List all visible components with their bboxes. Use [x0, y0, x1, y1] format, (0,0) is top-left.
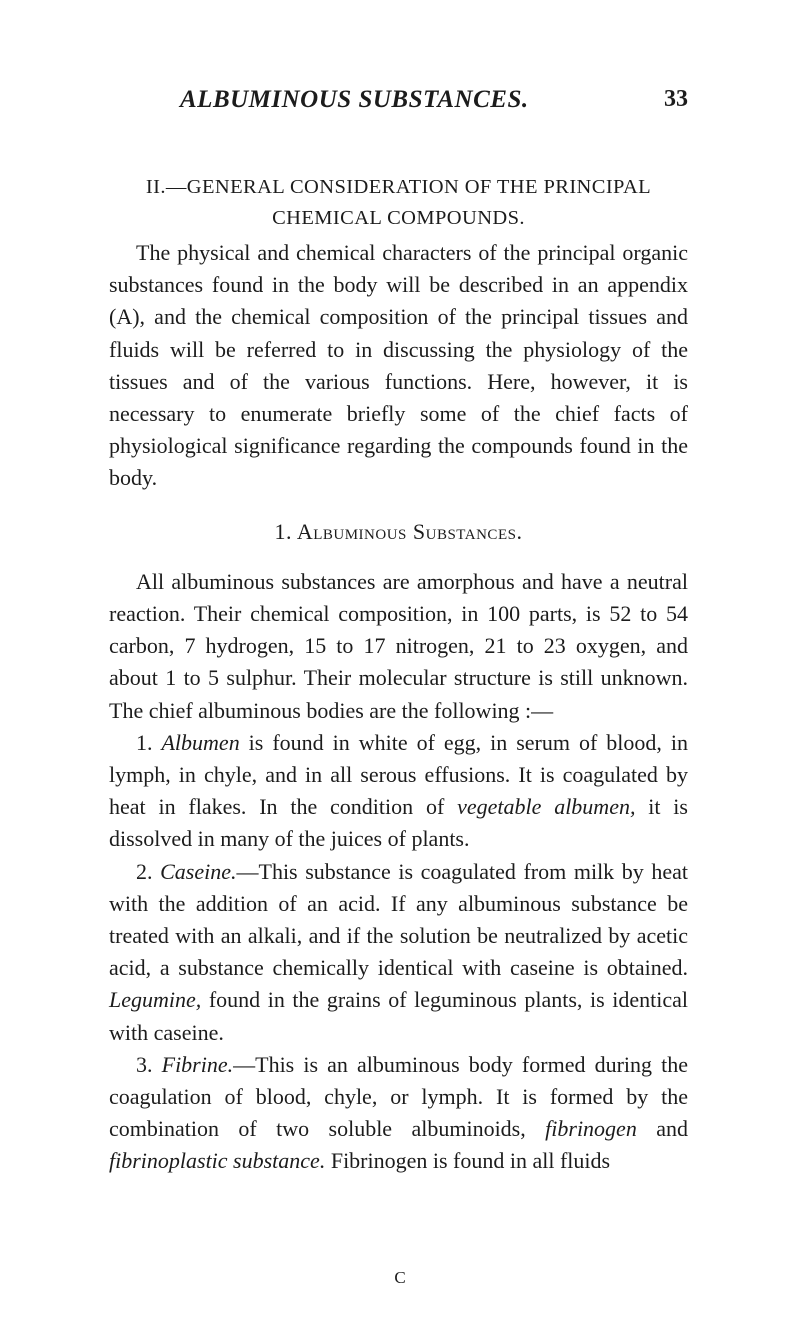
section-heading [109, 172, 688, 234]
item-text-b: found in the grains of leguminous plants, is identical with caseine. [109, 987, 688, 1045]
item-caseine [109, 856, 688, 1049]
item-term-b: vegetable albumen, [457, 794, 636, 820]
item-term-b: fibrinogen [545, 1116, 637, 1142]
page-number: 33 [664, 86, 688, 112]
item-number: 2. [136, 858, 153, 884]
item-text-b: and [636, 1116, 688, 1142]
item-term-c: fibrinoplastic substance. [109, 1148, 326, 1174]
item-text-c: Fibrinogen is found in all fluids [325, 1148, 611, 1174]
item-term: Caseine. [160, 858, 237, 884]
item-term-b: Legumine, [109, 987, 202, 1013]
item-text: —This is an albuminous body formed during the coagulation of blood, chyle, or lymph. It is formed by the combination of two soluble albuminoids, [109, 1051, 689, 1142]
item-term: Albumen [161, 729, 240, 755]
general-paragraph: All albuminous substances are amorphous and have a neutral reaction. Their chemical composition, in 100 parts, is 52 to 54 carbon, 7 hydrogen, 15 to 17 nitrogen, 21 to 23 oxygen, and about 1 to 5 sulphur. Their molecular structure is still unknown. The chief albuminous bodies are the following :— [109, 568, 688, 723]
item-text: is found in white of egg, in serum of blood, in lymph, in chyle, and in all serous effusions. It is coagulated by heat in flakes. In the condition of [109, 729, 688, 820]
section-heading-line-2: CHEMICAL COMPOUNDS. [272, 207, 525, 229]
subsection-heading: 1. Albuminous Substances. [274, 518, 523, 544]
intro-paragraph: The physical and chemical characters of the principal organic substances found in the body will be described in an appendix (A), and the chemical composition of the principal tissues and fluids will be referred to in discussing the physiology of the tissues and of the various functions. Here, however, it is necessary to enumerate briefly some of the chief facts of physiological significance regarding the compounds found in the body. [109, 240, 688, 491]
item-fibrine [109, 1049, 688, 1178]
section-heading-line-1: II.—GENERAL CONSIDERATION OF THE PRINCIPAL [145, 176, 652, 198]
running-head [180, 86, 688, 120]
item-albumen [109, 727, 688, 856]
item-term: Fibrine. [161, 1051, 234, 1077]
item-text-b: it is dissolved in many of the juices of plants. [109, 794, 688, 852]
page-body [109, 237, 688, 1178]
item-number: 1. [136, 729, 153, 755]
item-text: —This substance is coagulated from milk by heat with the addition of an acid. If any albuminous substance be treated with an alkali, and if the solution be neutralized by acetic acid, a substance chemically identical with caseine is obtained. [109, 858, 689, 981]
running-title: ALBUMINOUS SUBSTANCES. [180, 86, 529, 113]
signature-mark: C [394, 1268, 406, 1287]
item-number: 3. [136, 1051, 153, 1077]
